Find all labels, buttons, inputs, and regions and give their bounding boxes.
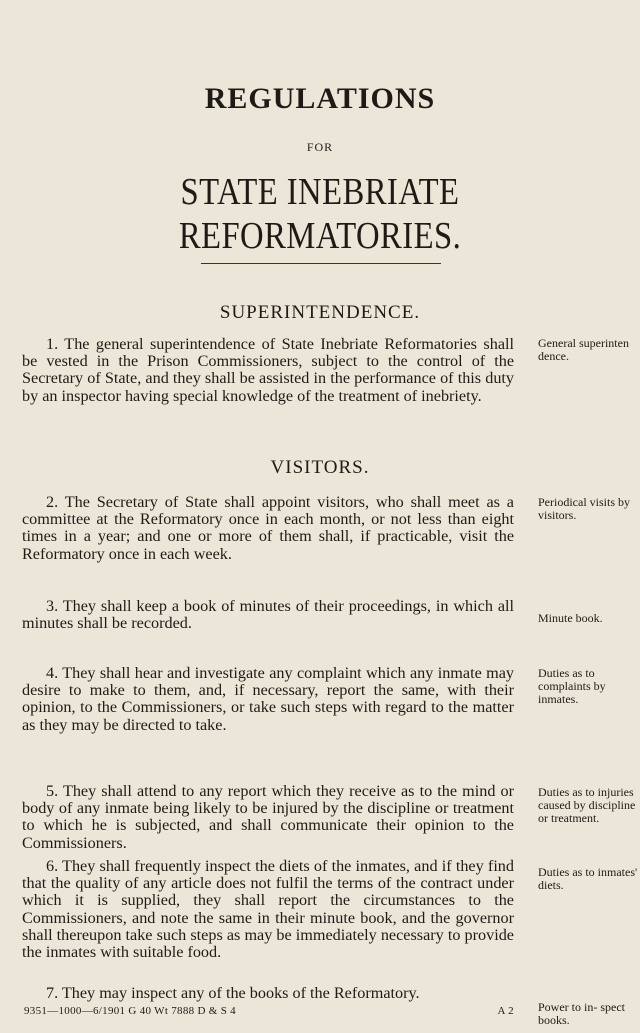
margin-note-7: Power to in- spect books. [538,1000,625,1027]
paragraph-2: 2. The Secretary of State shall appoint visitors, who shall meet as a committee at the Reformatory once in each month, or not less than eight times in a year; and one or more of them shall, if practicable, visit the Reformatory once in each week. [22,493,514,563]
section-heading-visitors: VISITORS. [270,457,370,478]
margin-note-5: Duties as to injuries caused by discipline or treatment. [538,785,636,825]
document-subtitle: STATE INEBRIATE REFORMATORIES. [178,171,462,257]
page-footer [24,1005,514,1017]
margin-note-4: Duties as to complaints by inmates. [538,666,606,706]
paragraph-4: 4. They shall hear and investigate any complaint which any inmate may desire to make to them, and, if necessary, report the same, with their opinion, to the Commissioners, or take such steps with regard to the matter as they may be directed to take. [22,664,514,734]
paragraph-5: 5. They shall attend to any report which they receive as to the mind or body of any inmate being likely to be injured by the discipline or treatment to which he is subjected, and shall communicate their opinion to the Commissioners. [22,782,514,852]
margin-note-6: Duties as to inmates' diets. [538,865,638,892]
margin-note-2: Periodical visits by visitors. [538,495,630,522]
paragraph-6: 6. They shall frequently inspect the diets of the inmates, and if they find that the quality of any article does not fulfil the terms of the contract under which it is supplied, they shall report the circumstances to the Commissioners, and note the same in their minute book, and the governor shall thereupon take such steps as may be immediately necessary to provide the inmates with suitable food. [22,857,514,962]
paragraph-7: 7. They may inspect any of the books of the Reformatory. [46,984,420,1002]
margin-note-1: General superinten dence. [538,336,629,363]
print-code: 9351—1000—6/1901 G 40 Wt 7888 D & S 4 [24,1005,236,1017]
paragraph-1: 1. The general superintendence of State Inebriate Reformatories shall be vested in the Prison Commissioners, subject to the control of the Secretary of State, and they shall be assisted in the performance of this duty by an inspector having special knowledge of the treatment of inebriety. [22,335,514,405]
margin-note-3: Minute book. [538,611,603,625]
signature-mark: A 2 [497,1005,514,1017]
paragraph-3: 3. They shall keep a book of minutes of their proceedings, in which all minutes shall be recorded. [22,597,514,633]
title-divider [201,263,441,264]
title-connector: FOR [306,140,334,154]
document-title: REGULATIONS [204,82,436,115]
section-heading-superintendence: SUPERINTENDENCE. [219,302,421,323]
